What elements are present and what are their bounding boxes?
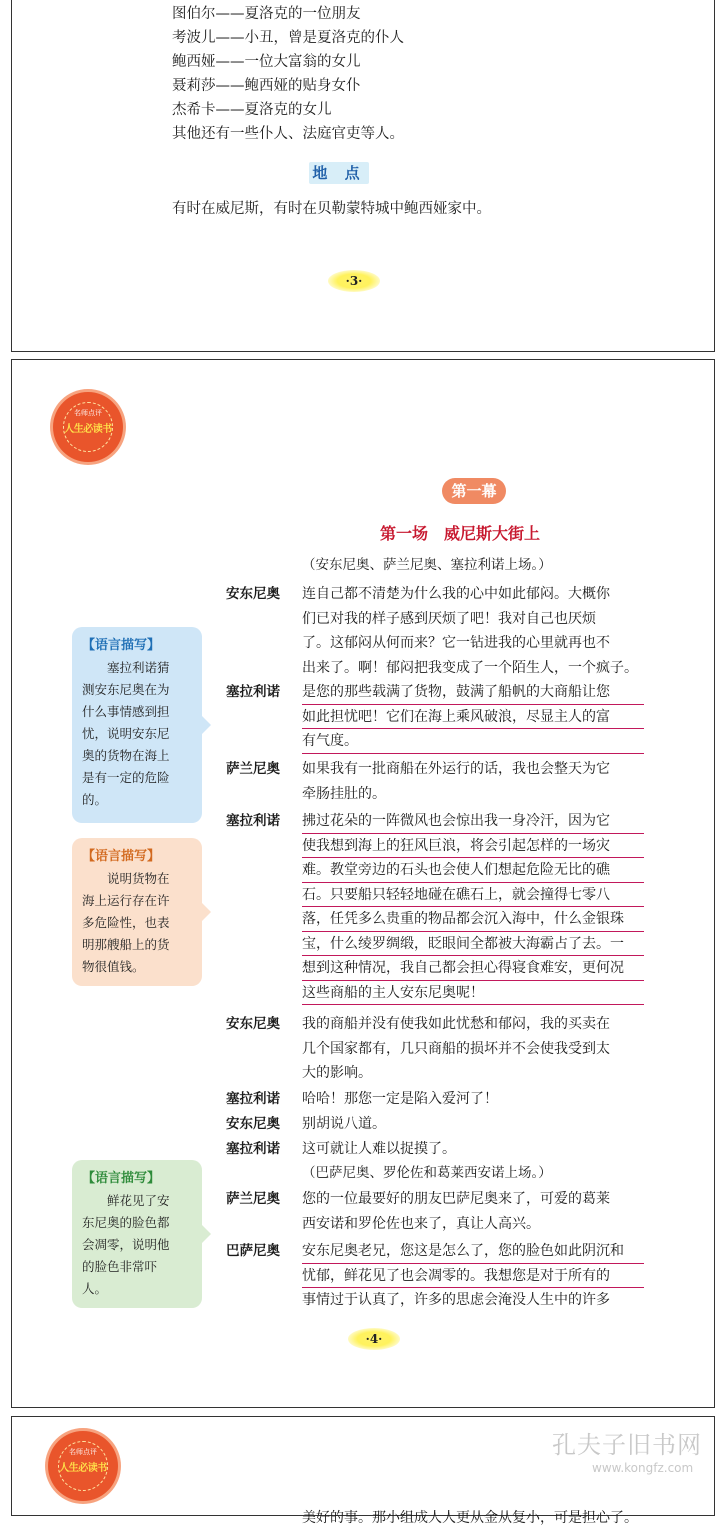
speaker-name: 安东尼奥 [226,1116,280,1132]
speaker-name: 塞拉利诺 [226,1141,280,1157]
annotation-note [72,838,202,986]
watermark-title: 孔夫子旧书网 [552,1431,702,1459]
speaker-name: 安东尼奥 [226,586,280,602]
page-4 [11,359,715,1408]
speech-text [302,1239,644,1313]
annotation-note [72,627,202,823]
speech-line: 这些商船的主人安东尼奥呢！ [302,981,644,1006]
annotation-note [72,1160,202,1308]
cast-entry: 杰希卡——夏洛克的女儿 [172,102,332,118]
speech-line: 牵肠挂肚的。 [302,785,386,802]
cast-entry: 考波儿——小丑，曾是夏洛克的仆人 [172,30,404,46]
cast-entry: 图伯尔——夏洛克的一位朋友 [172,6,361,22]
watermark-url: www.kongfz.com [592,1461,694,1475]
speaker-name: 萨兰尼奥 [226,1191,280,1207]
scene-title: 第一场 威尼斯大街上 [380,524,541,543]
note-line: 说明货物在 [82,871,170,886]
speech-text [302,1112,644,1137]
stage-direction: （安东尼奥、萨兰尼奥、塞拉利诺上场。） [302,557,552,573]
speech-line: 忧郁，鲜花见了也会凋零的。我想您是对于所有的 [302,1264,644,1289]
note-line: 奥的货物在海上 [82,748,170,763]
speech-line: 是您的那些载满了货物，鼓满了船帆的大商船让您 [302,680,644,705]
speech-line: 想到这种情况，我自己都会担心得寝食难安，更何况 [302,956,644,981]
cast-entry: 其他还有一些仆人、法庭官吏等人。 [172,126,404,142]
stamp-top-text: 名师点评 [69,1448,97,1456]
speech-line: 您的一位最要好的朋友巴萨尼奥来了，可爱的葛莱 [302,1191,610,1207]
speech-line: 如此担忧吧！它们在海上乘风破浪，尽显主人的富 [302,705,644,730]
cast-entry: 聂莉莎——鲍西娅的贴身女仆 [172,78,361,94]
note-line: 塞拉利诺猜 [82,660,170,675]
note-line: 的脸色非常吓 [82,1259,158,1274]
speech-line: 落，任凭多么贵重的物品都会沉入海中，什么金银珠 [302,907,644,932]
note-line: 东尼奥的脸色都 [82,1215,170,1230]
speech-line: 哈哈！那您一定是陷入爱河了！ [302,1091,498,1107]
note-line: 多危险性，也表 [82,915,170,930]
speech-line: 几个国家都有，几只商船的损坏并不会使我受到太 [302,1040,610,1057]
speaker-name: 塞拉利诺 [226,684,280,700]
page-number: ·3· [328,270,380,292]
speech-line: 拂过花朵的一阵微风也会惊出我一身冷汗，因为它 [302,809,644,834]
speech-text [302,1087,644,1112]
note-line: 会凋零，说明他 [82,1237,170,1252]
note-line: 什么事情感到担 [82,704,170,719]
speech-line: 大的影响。 [302,1065,372,1081]
speech-line: 有气度。 [302,729,644,754]
speech-line: 我的商船并没有使我如此忧愁和郁闷，我的买卖在 [302,1016,610,1032]
speaker-name: 巴萨尼奥 [226,1243,280,1259]
speech-line: 石。只要船只轻轻地碰在礁石上，就会撞得七零八 [302,883,644,908]
stamp-main-text: 人生必读书 [59,1463,107,1474]
note-line: 海上运行存在许 [82,893,170,908]
page-3 [11,0,715,352]
speaker-name: 塞拉利诺 [226,1091,280,1107]
note-line: 物很值钱。 [82,959,145,974]
speech-line: 宝，什么绫罗绸缎，眨眼间全都被大海霸占了去。一 [302,932,644,957]
note-line: 的。 [82,792,108,807]
speech-text [302,582,644,680]
note-line: 测安东尼奥在为 [82,682,170,697]
speech-line: 连自己都不清楚为什么我的心中如此郁闷。大概你 [302,586,610,602]
note-line: 忧，说明安东尼 [82,726,170,741]
note-line: 明那艘船上的货 [82,937,170,952]
stamp-top-text: 名师点评 [74,409,102,417]
location-heading: 地 点 [309,162,369,184]
page-5 [11,1416,715,1526]
speech-text [302,1137,644,1162]
speech-text [302,1187,644,1236]
page-number: ·4· [348,1328,400,1350]
note-line: 是有一定的危险 [82,770,170,785]
cast-entry: 鲍西娅——一位大富翁的女儿 [172,54,361,70]
note-title: 【语言描写】 [82,849,161,864]
speech-line: 西安诺和罗伦佐也来了，真让人高兴。 [302,1215,540,1232]
speech-text [302,757,644,806]
speaker-name: 安东尼奥 [226,1016,280,1032]
note-line: 鲜花见了安 [82,1193,170,1208]
speech-text [302,680,644,754]
stamp-main-text: 人生必读书 [64,424,112,435]
speaker-name: 萨兰尼奥 [226,761,280,777]
speech-line: 出来了。啊！郁闷把我变成了一个陌生人，一个疯子。 [302,659,638,676]
speech-line: 了。这郁闷从何而来？它一钻进我的心里就再也不 [302,635,610,651]
speaker-name: 塞拉利诺 [226,813,280,829]
stamp-logo-icon [48,1431,118,1501]
speech-line: 使我想到海上的狂风巨浪，将会引起怎样的一场灾 [302,834,644,859]
speech-line: 们已对我的样子感到厌烦了吧！我对自己也厌烦 [302,610,596,627]
location-text: 有时在威尼斯，有时在贝勒蒙特城中鲍西娅家中。 [172,201,491,217]
speech-line: 如果我有一批商船在外运行的话，我也会整天为它 [302,761,610,777]
speech-line: 这可就让人难以捉摸了。 [302,1141,456,1157]
speech-text [302,1012,644,1086]
partial-text: 美好的事。那小组成人人更从金从复小，可是担心了。 [302,1510,638,1526]
note-title: 【语言描写】 [82,1171,161,1186]
stage-direction: （巴萨尼奥、罗伦佐和葛莱西安诺上场。） [302,1165,552,1181]
note-line: 人。 [82,1281,108,1296]
stamp-logo-icon [53,392,123,462]
note-title: 【语言描写】 [82,638,161,653]
act-badge: 第一幕 [442,478,506,504]
speech-line: 事情过于认真了，许多的思虑会淹没人生中的许多 [302,1292,610,1308]
speech-line: 别胡说八道。 [302,1116,386,1132]
speech-text [302,809,644,1005]
speech-line: 安东尼奥老兄，您这是怎么了，您的脸色如此阴沉和 [302,1239,644,1264]
speech-line: 难。教堂旁边的石头也会使人们想起危险无比的礁 [302,858,644,883]
